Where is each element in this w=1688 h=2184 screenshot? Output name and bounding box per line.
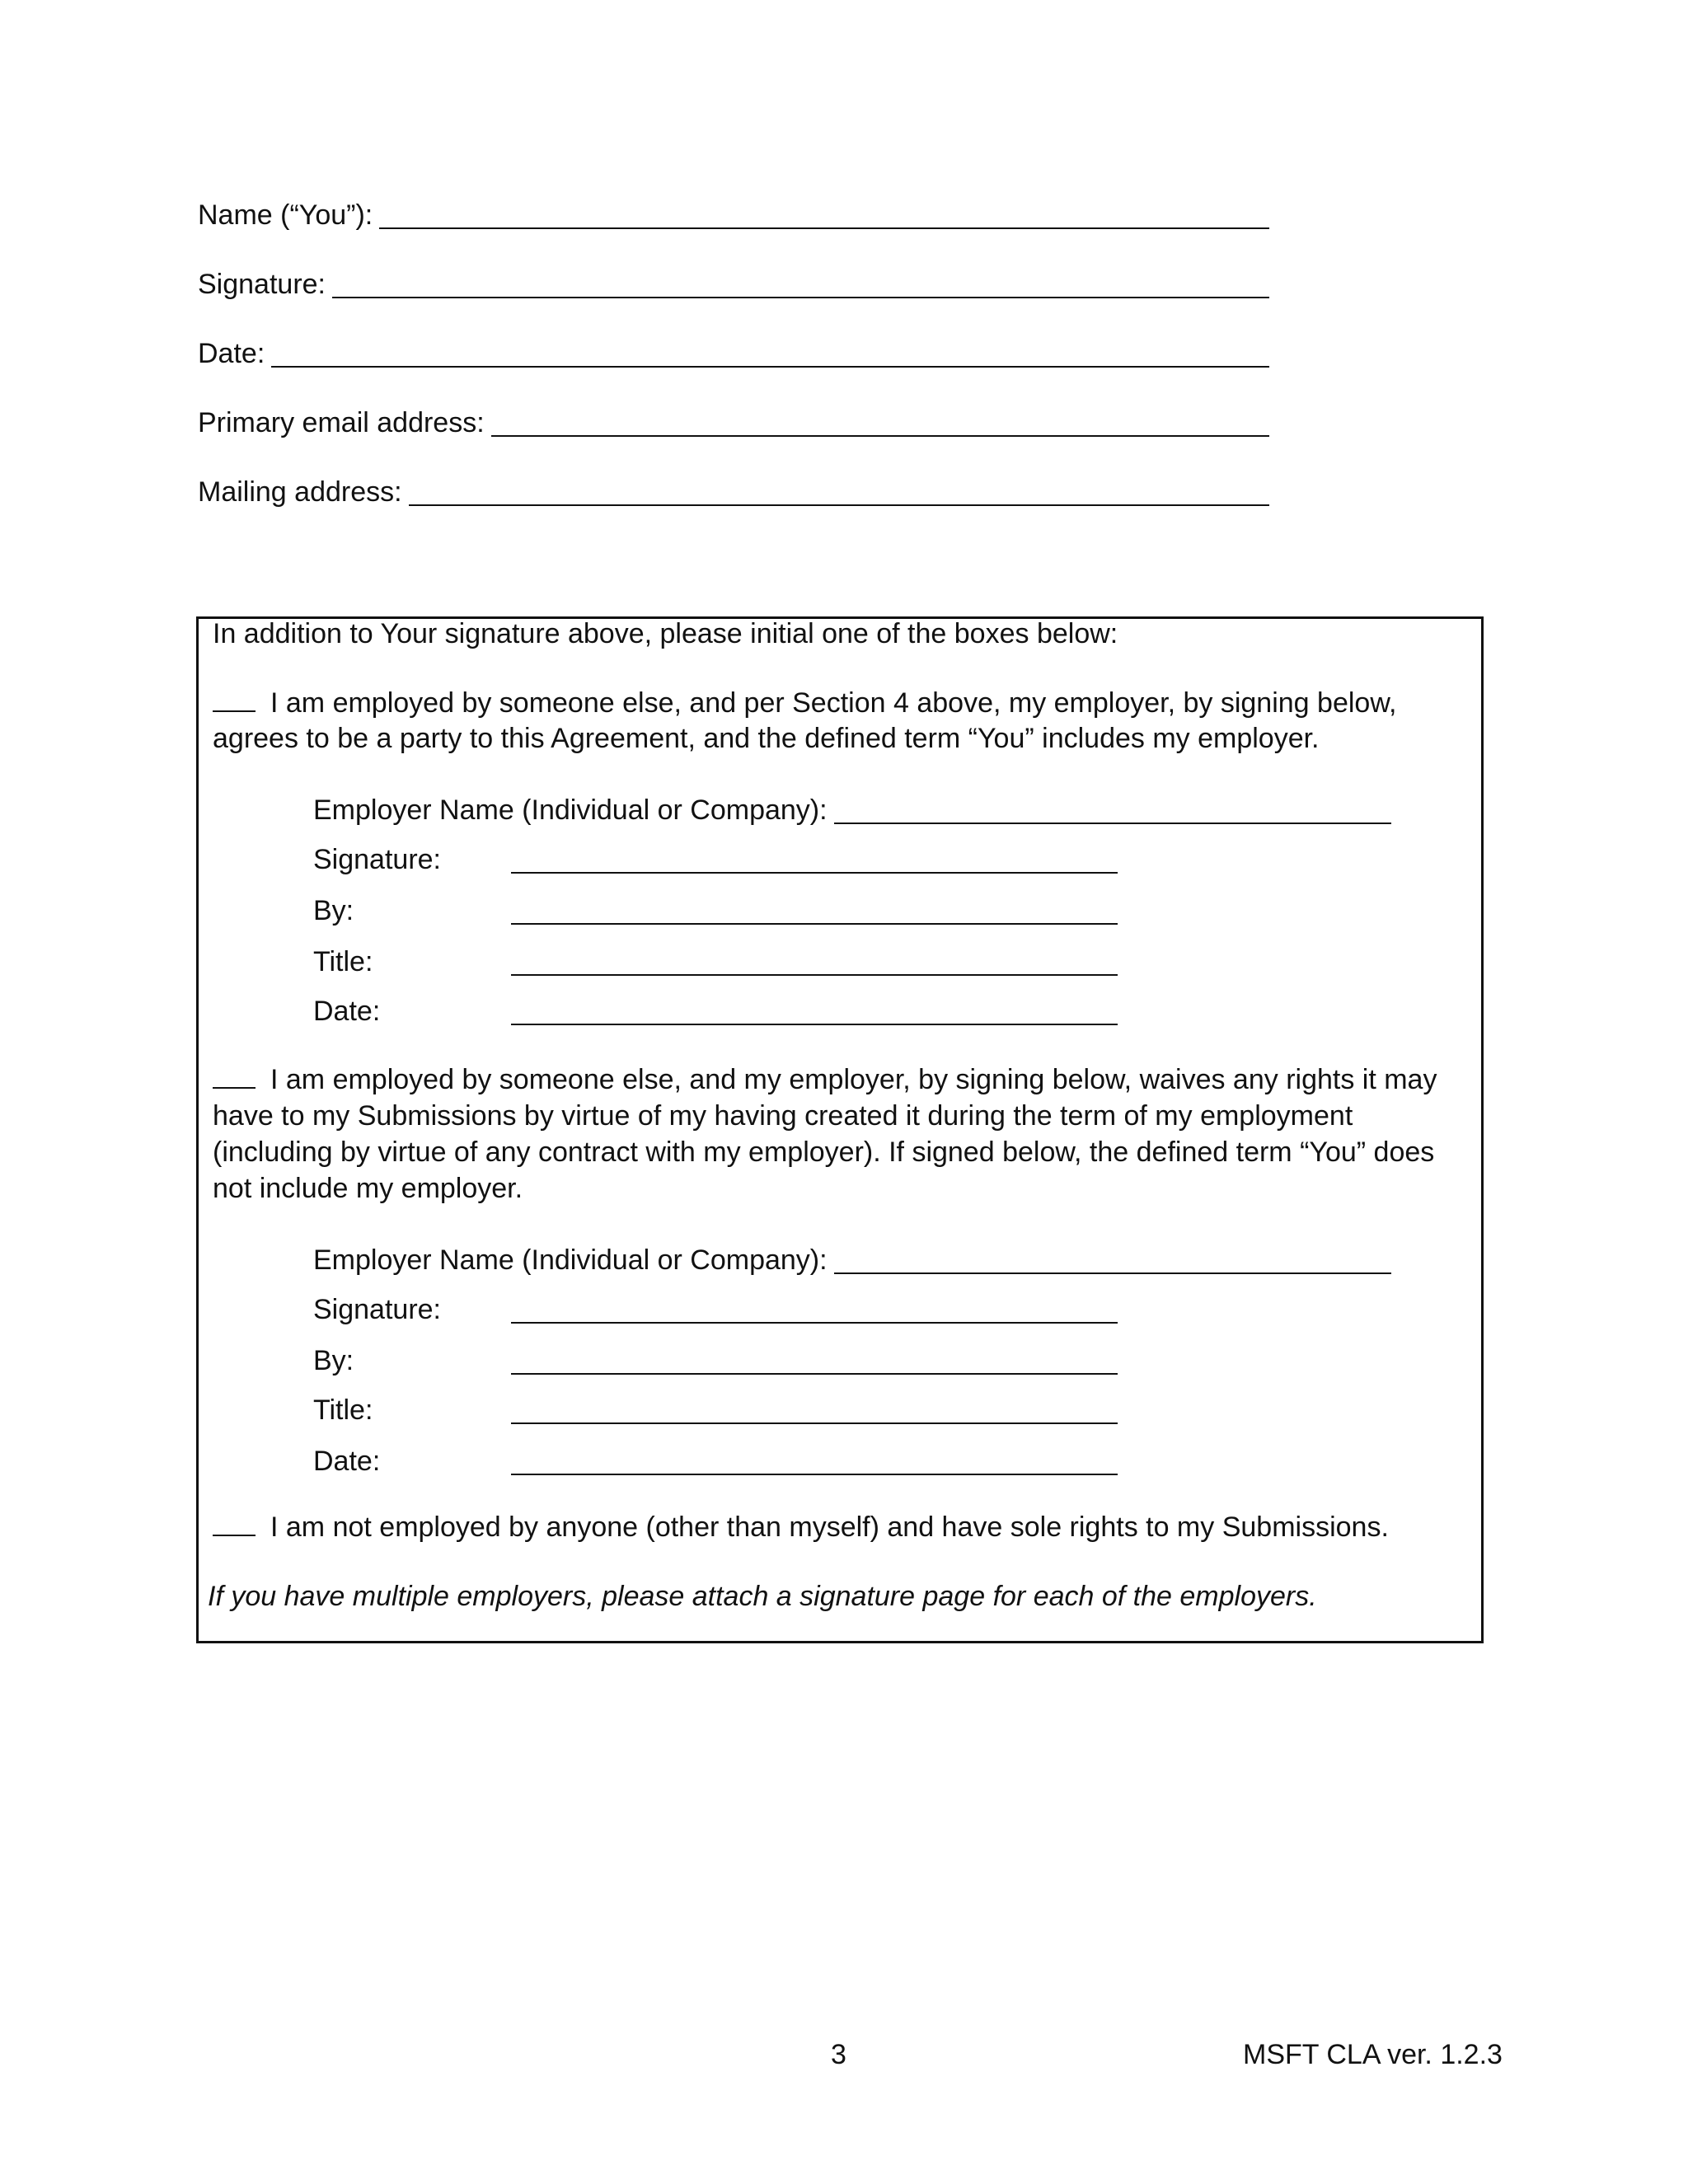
option-2-initial-blank[interactable] — [213, 1062, 256, 1089]
employer-1-by-row[interactable] — [313, 890, 1401, 928]
employer-2-name-row[interactable] — [313, 1240, 1401, 1277]
mailing-address-field[interactable] — [198, 470, 1269, 509]
mailing-address-label: Mailing address: — [198, 476, 402, 508]
multiple-employers-note-text: If you have multiple employers, please attach a signature page for each of the employers. — [208, 1581, 1317, 1612]
signature-field[interactable] — [198, 262, 1269, 302]
date-field[interactable] — [198, 331, 1269, 371]
employer-1-name-label: Employer Name (Individual or Company): — [313, 794, 828, 826]
employer-2-signature-label: Signature: — [313, 1293, 441, 1325]
option-1 — [213, 686, 1465, 756]
date-line[interactable] — [271, 336, 1269, 368]
employer-2-by-label: By: — [313, 1344, 354, 1376]
employer-2-date-label: Date: — [313, 1445, 381, 1477]
document-version: MSFT CLA ver. 1.2.3 — [1243, 2039, 1503, 2070]
signature-line[interactable] — [332, 267, 1269, 298]
option-3 — [213, 1510, 1465, 1545]
multiple-employers-note — [208, 1579, 1461, 1615]
page-number: 3 — [831, 2039, 846, 2070]
employer-1-date-row[interactable] — [313, 991, 1401, 1029]
employer-1-name-line[interactable] — [834, 796, 1391, 824]
employer-1-by-line[interactable] — [511, 897, 1118, 925]
employer-1-title-row[interactable] — [313, 941, 1401, 979]
name-field[interactable] — [198, 193, 1269, 232]
employer-1-title-line[interactable] — [511, 948, 1118, 976]
employer-2-name-label: Employer Name (Individual or Company): — [313, 1244, 828, 1276]
email-label: Primary email address: — [198, 406, 485, 438]
option-2 — [213, 1062, 1465, 1207]
mailing-address-line[interactable] — [409, 475, 1269, 506]
box-intro-text: In addition to Your signature above, please initial one of the boxes below: — [213, 618, 1118, 649]
employer-2-signature-row[interactable] — [313, 1289, 1401, 1327]
employer-1-signature-label: Signature: — [313, 843, 441, 875]
employer-1-name-row[interactable] — [313, 790, 1401, 827]
option-1-initial-blank[interactable] — [213, 686, 256, 712]
employer-2-title-line[interactable] — [511, 1396, 1118, 1424]
option-2-text: I am employed by someone else, and my employer, by signing below, waives any rights it may have to my Submissions by virtue of my having created it during the term of my employment (including by virtue of any contract with my employer). If signed below, the defined term “You” does not include my employer. — [213, 1064, 1437, 1204]
employer-2-by-line[interactable] — [511, 1347, 1118, 1375]
signature-label: Signature: — [198, 268, 326, 300]
employer-2-by-row[interactable] — [313, 1340, 1401, 1378]
name-line[interactable] — [379, 198, 1269, 229]
employer-2-title-label: Title: — [313, 1394, 373, 1426]
employer-2-name-line[interactable] — [834, 1246, 1391, 1274]
employer-1-title-label: Title: — [313, 945, 373, 977]
employer-1-signature-line[interactable] — [511, 846, 1118, 874]
email-line[interactable] — [491, 405, 1269, 437]
employer-1-by-label: By: — [313, 894, 354, 926]
option-1-text: I am employed by someone else, and per Section 4 above, my employer, by signing below, agrees to be a party to this Agreement, and the defined term “You” includes my employer. — [213, 687, 1397, 754]
employer-2-date-line[interactable] — [511, 1447, 1118, 1475]
name-label: Name (“You”): — [198, 199, 373, 231]
employer-2-date-row[interactable] — [313, 1441, 1401, 1479]
employer-1-date-label: Date: — [313, 995, 381, 1027]
employer-2-title-row[interactable] — [313, 1390, 1401, 1427]
employer-1-date-line[interactable] — [511, 997, 1118, 1025]
employer-2-signature-line[interactable] — [511, 1296, 1118, 1324]
date-label: Date: — [198, 337, 265, 369]
option-3-text: I am not employed by anyone (other than myself) and have sole rights to my Submissions. — [270, 1511, 1389, 1543]
option-3-initial-blank[interactable] — [213, 1510, 256, 1536]
employer-1-signature-row[interactable] — [313, 839, 1401, 877]
email-field[interactable] — [198, 401, 1269, 440]
box-intro — [213, 616, 1465, 652]
